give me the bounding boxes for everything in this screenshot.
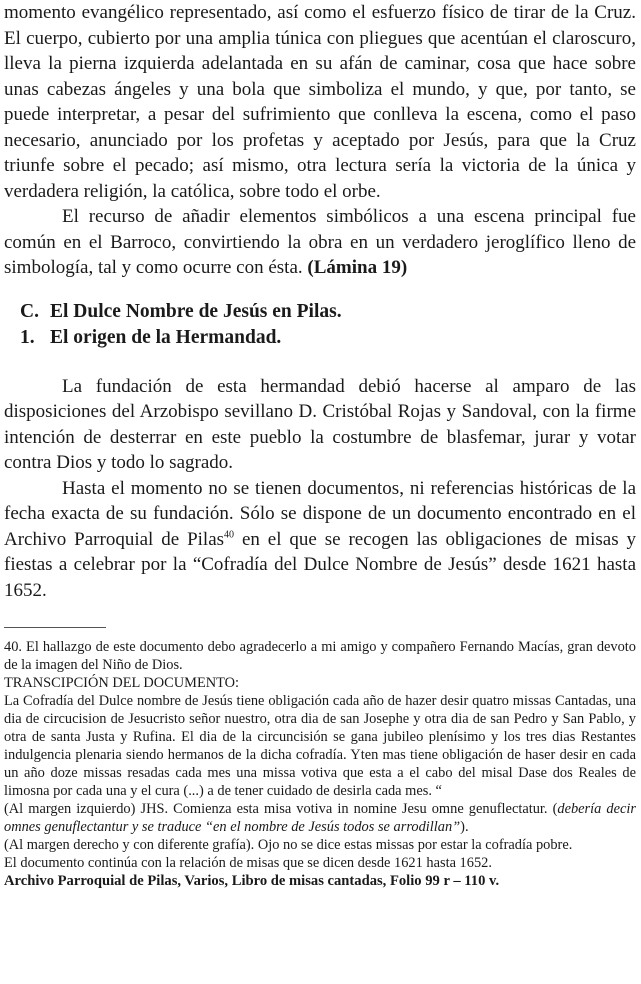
footnote-divider	[4, 627, 106, 628]
paragraph-text: El recurso de añadir elementos simbólicos a una escena principal fue común en el Barroco, convirtiendo la obra en un verdadero jeroglífico lleno de simbología, tal y como ocurre con ésta.	[4, 206, 636, 278]
heading-title: El origen de la Hermandad.	[50, 326, 282, 348]
footnote-marker[interactable]: 40	[224, 529, 235, 541]
continuation-note: El documento continúa con la relación de misas que se dicen desde 1621 hasta 1652.	[4, 855, 492, 871]
margin-left-end: ).	[460, 819, 469, 835]
plate-reference: (Lámina 19)	[307, 257, 408, 278]
margin-right-note: (Al margen derecho y con diferente grafía). Ojo no se dice estas missas por estar la cofradía pobre.	[4, 837, 573, 853]
source-citation: Archivo Parroquial de Pilas, Varios, Libro de misas cantadas, Folio 99 r – 110 v.	[4, 873, 500, 889]
margin-left-text: (Al margen izquierdo) JHS. Comienza esta misa votiva in nomine Jesu omne genuflectatur. (	[4, 801, 558, 817]
section-heading-1	[20, 325, 636, 351]
paragraph-text-before: Hasta el momento no se tienen documentos, ni referencias históricas de la fecha exacta de su fundación. Sólo se dispone de un documento encontrado en el Archivo Parroquial de Pilas	[4, 477, 636, 550]
heading-title: El Dulce Nombre de Jesús en Pilas.	[50, 300, 342, 322]
page	[4, 0, 636, 890]
margin-left-italic: debería decir omnes genuflectantur y se traduce “en el nombre de Jesús todos se arrodillan”	[4, 801, 637, 835]
paragraph-documents	[4, 476, 636, 604]
margin-left-note	[4, 800, 636, 836]
footnote-40: 40. El hallazgo de este documento debo agradecerlo a mi amigo y compañero Fernando Macías, gran devoto de la imagen del Niño de Dios.	[4, 639, 636, 673]
section-headings	[20, 299, 636, 351]
transcription-text: La Cofradía del Dulce nombre de Jesús tiene obligación cada año de hazer desir quatro missas Cantadas, una dia de circucision de Jesucristo señor nuestro, otra dia de san Josephe y otra dia de san Pedro y San Pablo, y otra de santa Justa y Rufina. El dia de la circuncisión se gana jubileo plenísimo y los tres dias Restantes indulgencia plenaria siendo hermanos de la dicha cofradía. Yten mas tiene obligación de haser desir en cada un año doze missas resadas cada mes una missa votiva que esta a el cabo del misal Dase dos Reales de limosna por cada una y el cura (...) a de tener cuidado de desirla cada mes. “	[4, 693, 636, 799]
paragraph-continuation: momento evangélico representado, así como el esfuerzo físico de tirar de la Cruz. El cuerpo, cubierto por una amplia túnica con pliegues que acentúan el claroscuro, lleva la pierna izquierda adelantada en su afán de caminar, cosa que hace sobre unas cabezas ángeles y una bola que simboliza el mundo, y que, por tanto, se puede interpretar, a pesar del sufrimiento que conlleva la escena, como el paso necesario, anunciado por los profetas y aceptado por Jesús, para que la Cruz triunfe sobre el pecado; así mismo, otra lectura sería la victoria de la única y verdadera religión, la católica, sobre todo el orbe.	[4, 2, 636, 202]
paragraph-foundation: La fundación de esta hermandad debió hacerse al amparo de las disposiciones del Arzobispo sevillano D. Cristóbal Rojas y Sandoval, con la firme intención de desterrar en este pueblo la costumbre de blasfemar, jurar y votar contra Dios y todo lo sagrado.	[4, 375, 636, 473]
footnotes	[4, 638, 636, 890]
paragraph-text-after: en el que se recogen las obligaciones de misas y fiestas a celebrar por la “Cofradía del Dulce Nombre de Jesús” desde 1621 hasta 1652.	[4, 528, 636, 601]
transcription-heading: TRANSCIPCIÓN DEL DOCUMENTO:	[4, 675, 240, 691]
paragraph-baroque-symbolism	[4, 204, 636, 281]
heading-number: C.	[20, 300, 39, 322]
section-heading-c	[20, 299, 636, 325]
heading-number: 1.	[20, 326, 35, 348]
